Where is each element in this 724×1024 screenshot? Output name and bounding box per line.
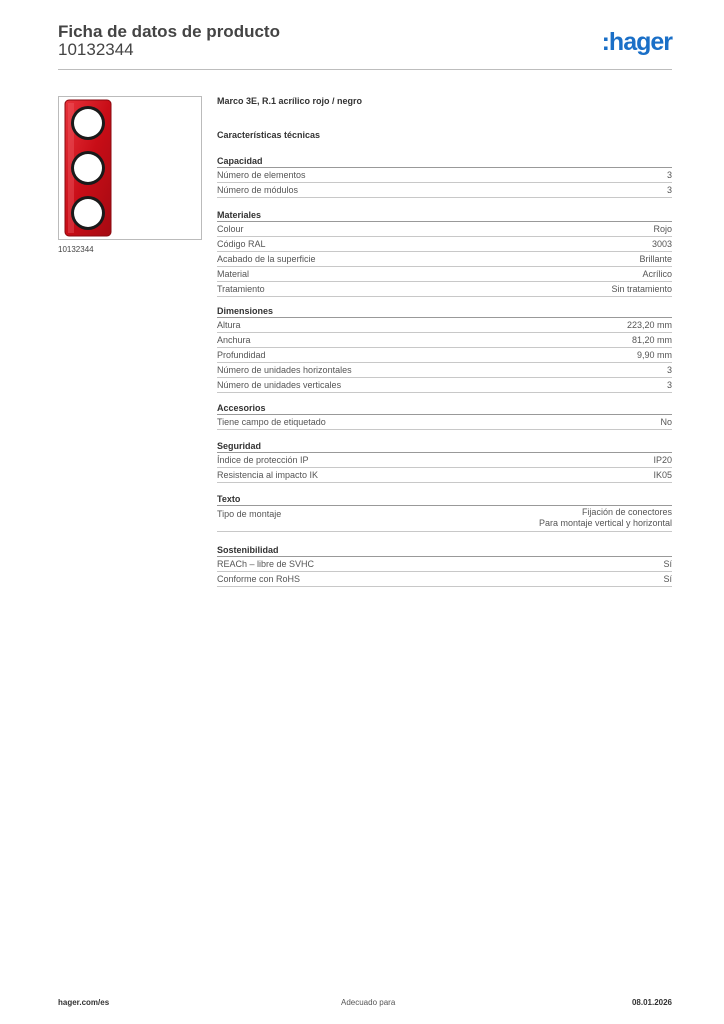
section-texto [217,493,672,532]
spec-value: 223,20 mm [626,320,672,330]
spec-row [217,453,672,468]
spec-label: Número de unidades verticales [217,380,342,390]
spec-label: Acabado de la superficie [217,254,316,264]
spec-row [217,318,672,333]
section-accesorios [217,402,672,430]
page-header [58,22,672,70]
spec-value: 3 [666,380,672,390]
spec-value: Rojo [653,224,672,234]
frame-image-icon [59,97,201,239]
spec-row [217,222,672,237]
spec-value: Sí [663,574,672,584]
spec-value: Brillante [639,254,672,264]
spec-row [217,333,672,348]
section-title: Texto [217,493,672,506]
section-title: Capacidad [217,155,672,168]
spec-row [217,468,672,483]
spec-row [217,557,672,572]
spec-label: Número de elementos [217,170,306,180]
spec-value: 9,90 mm [636,350,672,360]
hager-logo: :hager [601,28,672,56]
section-sostenibilidad [217,544,672,587]
spec-row [217,506,672,532]
spec-value: IK05 [653,470,672,480]
spec-label: Índice de protección IP [217,455,309,465]
product-image [58,96,202,240]
spec-label: Código RAL [217,239,266,249]
spec-label: REACh – libre de SVHC [217,559,315,569]
spec-label: Número de unidades horizontales [217,365,352,375]
spec-label: Tipo de montaje [217,509,282,519]
spec-row [217,237,672,252]
spec-row [217,348,672,363]
spec-value: 81,20 mm [631,335,672,345]
spec-label: Anchura [217,335,251,345]
spec-label: Altura [217,320,241,330]
spec-value-line: Para montaje vertical y horizontal [538,518,672,528]
spec-label: Tiene campo de etiquetado [217,417,326,427]
spec-value: Sin tratamiento [611,284,672,294]
section-seguridad [217,440,672,483]
spec-label: Resistencia al impacto IK [217,470,319,480]
image-caption: 10132344 [58,245,94,254]
section-materiales [217,209,672,297]
footer-website-link[interactable]: hager.com/es [58,998,110,1007]
spec-label: Material [217,269,250,279]
spec-value: 3 [666,365,672,375]
section-title: Dimensiones [217,305,672,318]
spec-value [539,507,672,529]
product-number: 10132344 [58,40,134,59]
spec-row [217,415,672,430]
spec-label: Profundidad [217,350,266,360]
spec-value: 3 [666,170,672,180]
section-dimensiones [217,305,672,393]
section-title: Seguridad [217,440,672,453]
spec-value-line: Fijación de conectores [581,507,672,517]
spec-value: Acrílico [642,269,672,279]
spec-label: Conforme con RoHS [217,574,301,584]
product-name: Marco 3E, R.1 acrílico rojo / negro [217,96,363,106]
spec-label: Colour [217,224,244,234]
spec-value: 3 [666,185,672,195]
spec-value: IP20 [653,455,672,465]
section-title: Materiales [217,209,672,222]
spec-row [217,252,672,267]
spec-value: Sí [663,559,672,569]
spec-row [217,363,672,378]
spec-value: 3003 [651,239,672,249]
spec-row [217,282,672,297]
section-title: Sostenibilidad [217,544,672,557]
spec-label: Número de módulos [217,185,299,195]
spec-row [217,168,672,183]
spec-row [217,267,672,282]
spec-row [217,183,672,198]
footer-date: 08.01.2026 [631,998,672,1007]
spec-value: No [660,417,672,427]
spec-row [217,572,672,587]
technical-characteristics-title: Características técnicas [217,130,321,140]
spec-row [217,378,672,393]
footer-note: Adecuado para [341,998,396,1007]
section-title: Accesorios [217,402,672,415]
document-title: Ficha de datos de producto [58,22,280,41]
spec-label: Tratamiento [217,284,265,294]
section-capacidad [217,155,672,198]
